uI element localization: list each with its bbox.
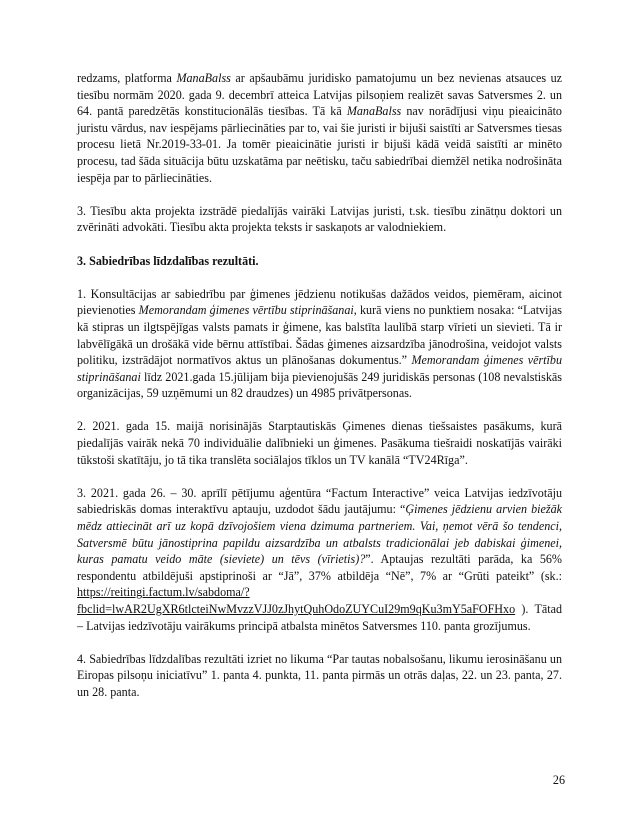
text-run: ”. Aptaujas rezultāti parāda, ka 56% respondentu atbildējuši apstiprinoši ar “Jā”, 37% atbildēja “Nē”, 7% ar “Grūti pateikt” (sk.:	[77, 552, 562, 583]
paragraph	[77, 70, 562, 186]
text-run: 2. 2021. gada 15. maijā norisinājās Starptautiskās Ģimenes dienas tiešsaistes pasākums, kurā piedalījās vairāk nekā 70 individuālie dalībnieki un ģimenes. Pasākuma tiešraidi noskatījās vairāki tūkstoši skatītāju, jo tā tika translēta sociālajos tīklos un TV kanālā “TV24Rīga”.	[77, 419, 562, 467]
text-run: 3. 2021. gada 26. – 30. aprīlī pētījumu aģentūra “Factum Interactive” veica Latvijas iedzīvotāju sabiedriskās domas interaktīvu aptauju, uzdodot šādu jautājumu: “	[77, 485, 562, 517]
text-run: 4. Sabiedrības līdzdalības rezultāti izriet no likuma “Par tautas nobalsošanu, likumu ierosināšanu un Eiropas pilsoņu iniciatīvu” 1. panta 4. punkta, 11. panta pirmās un otrās daļas, 22. un 23. panta, 27. un 28. panta.	[77, 651, 562, 699]
italic-text: ManaBalss	[346, 104, 402, 119]
text-run: , kurā viens no punktiem nosaka: “Latvijas kā stipras un ilgtspējīgas valsts pamats ir ģimene, kas balstīta laulībā starp vīrieti un sievieti. Tā ir labvēlīgākā un drošākā vide bērnu attīstībai. Šādas ģimenes aizsardzība jānodrošina, veidojot valsts politiku, izstrādājot normatīvos aktus un plānošanas dokumentus.”	[77, 303, 562, 368]
italic-text: Memorandam ģimenes vērtību stiprināšanai	[138, 303, 354, 318]
document-body	[77, 70, 562, 717]
paragraph	[77, 485, 562, 634]
paragraph	[77, 203, 562, 236]
text-run: ). Tātad – Latvijas iedzīvotāju vairākums principā atbalsta minētos Satversmes 110. panta grozījumus.	[77, 602, 562, 633]
italic-text: ManaBalss	[176, 71, 231, 85]
text-run: 3. Sabiedrības līdzdalības rezultāti.	[77, 253, 259, 268]
text-run: redzams, platforma	[77, 71, 177, 85]
paragraph	[77, 651, 562, 701]
text-run: līdz 2021.gada 15.jūlijam bija pievienojušās 249 juridiskās personas (108 nevalstiskās organizācijas, 59 uzņēmumi un 82 draudzes) un 4985 privātpersonas.	[77, 369, 562, 401]
text-run: 1. Konsultācijas ar sabiedrību par ģimenes jēdzienu notikušas dažādos veidos, piemēram, aicinot pievienoties	[77, 286, 562, 318]
text-run: nav norādījusi viņu pieaicināto juristu vārdus, nav iespējams pārliecināties par to, vai šie juristi ir bijuši saistīti ar Satversmes tiesas procesu lietā Nr.2019-33-01. Ja tomēr pieaicinātie juristi ir bijuši kādā veidā saistīti ar minēto procesu, tad šāda situācija būtu uzskatāma par neētisku, taču sabiedrībai diemžēl netika nodrošināta iespēja par to pārliecināties.	[77, 104, 562, 185]
italic-text: Ģimenes jēdzienu arvien biežāk mēdz attiecināt arī uz kopā dzīvojošiem viena dzimuma partneriem. Vai, ņemot vērā šo tendenci, Satversmē būtu jānostiprina papildu aizsardzība un atbalsts tradicionālai jeb dabiskai ģimenei, kuras pamatu veido māte (sieviete) un tēvs (vīrietis)?	[77, 502, 562, 567]
paragraph	[77, 286, 562, 402]
text-run: 3. Tiesību akta projekta izstrādē piedalījās vairāki Latvijas juristi, t.sk. tiesību zinātņu doktori un zvērināti advokāti. Tiesību akta projekta teksts ir saskaņots ar valodniekiem.	[77, 203, 562, 235]
italic-text: Memorandam ģimenes vērtību stiprināšanai	[77, 353, 562, 384]
paragraph	[77, 418, 562, 468]
text-run: ar apšaubāmu juridisko pamatojumu un bez nevienas atsauces uz tiesību normām 2020. gada 9. decembrī atteica Latvijas pilsoņiem realizēt savas Satversmes 2. un 64. pantā paredzētās konstitucionālās tiesības. Tā kā	[77, 71, 562, 119]
source-link[interactable]: https://reitingi.factum.lv/sabdoma/?fbclid=lwAR2UgXR6tlcteiNwMvzzVJJ0zJhytQuhOdoZUYCuI29m9qKu3mY5aFOFHxo	[77, 585, 516, 616]
page-number: 26	[552, 773, 565, 787]
section-heading	[77, 253, 562, 270]
